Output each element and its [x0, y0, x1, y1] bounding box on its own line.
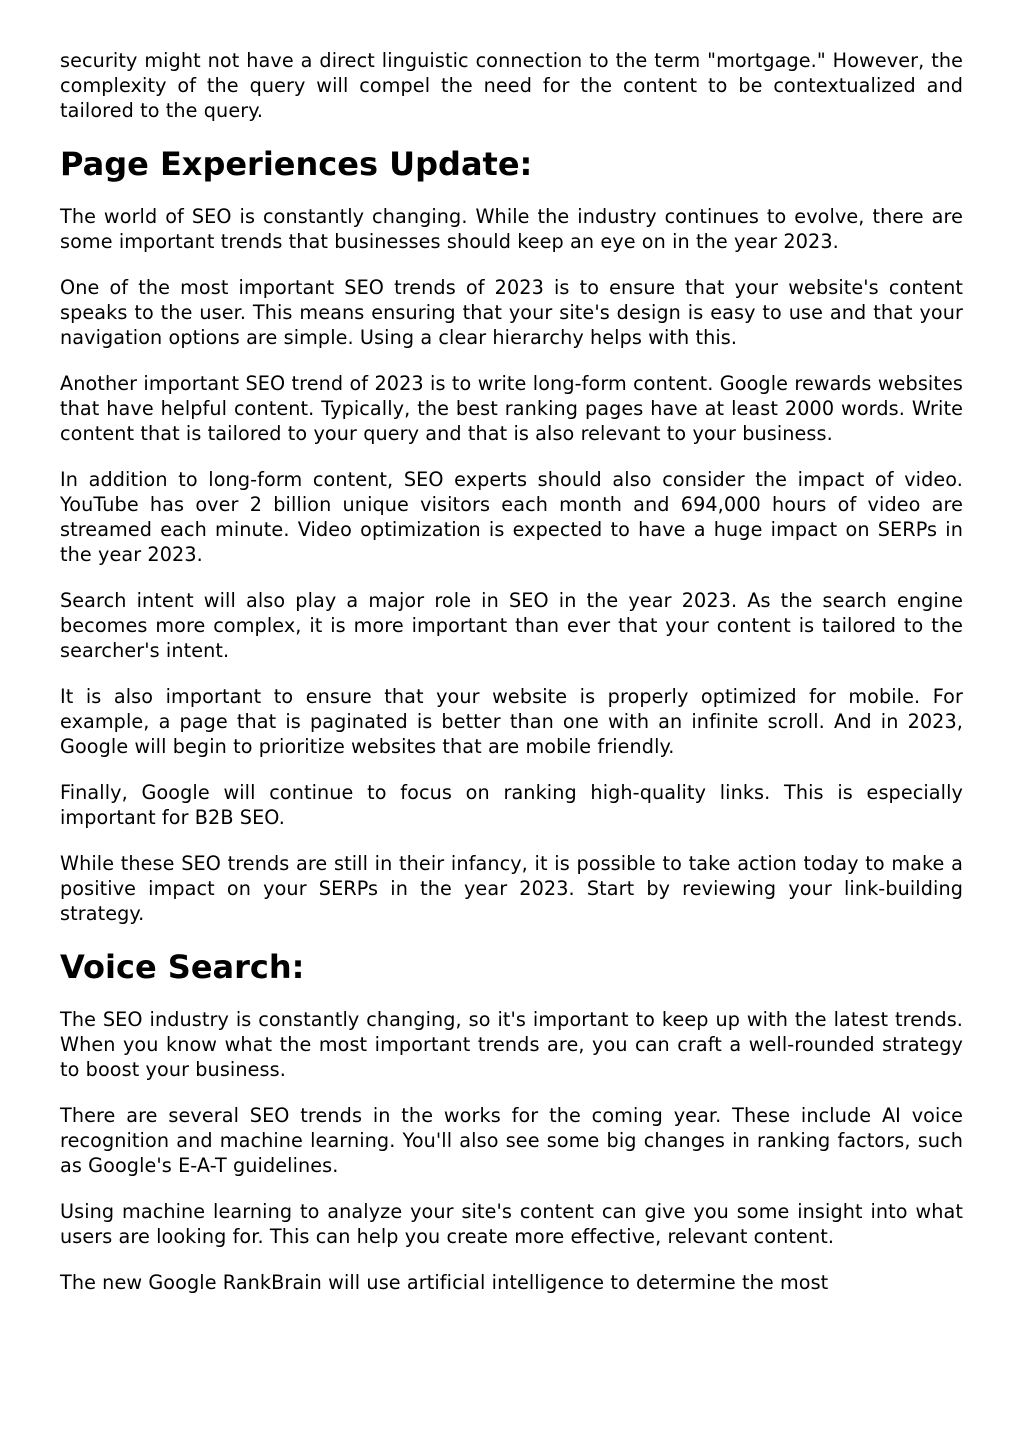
- heading-page-experiences-update: Page Experiences Update:: [60, 145, 533, 183]
- paragraph-take-action: While these SEO trends are still in their infancy, it is possible to take action today to make a positive impact on your SERPs in the year 2023. Start by reviewing your link-building strategy.: [60, 852, 963, 925]
- paragraph-rankbrain: The new Google RankBrain will use artificial intelligence to determine the most: [60, 1271, 829, 1294]
- paragraph-intro-continued: security might not have a direct linguistic connection to the term "mortgage." However, the complexity of the query will compel the need for the content to be contextualized and tailored to the query.: [60, 49, 963, 122]
- heading-voice-search: Voice Search:: [60, 948, 305, 986]
- paragraph-ai-voice: There are several SEO trends in the works for the coming year. These include AI voice recognition and machine learning. You'll also see some big changes in ranking factors, such as Google's E-A-T guidelines.: [60, 1104, 963, 1177]
- paragraph-content-speaks: One of the most important SEO trends of 2023 is to ensure that your website's content speaks to the user. This means ensuring that your site's design is easy to use and that your navigation options are simple. Using a clear hierarchy helps with this.: [60, 276, 963, 349]
- paragraph-links: Finally, Google will continue to focus on ranking high-quality links. This is especially important for B2B SEO.: [60, 781, 963, 829]
- paragraph-video: In addition to long-form content, SEO experts should also consider the impact of video. YouTube has over 2 billion unique visitors each month and 694,000 hours of video are streamed each minute. Video optimization is expected to have a huge impact on SERPs in the year 2023.: [60, 468, 963, 566]
- paragraph-seo-changing: The world of SEO is constantly changing. While the industry continues to evolve, there are some important trends that businesses should keep an eye on in the year 2023.: [60, 205, 963, 253]
- paragraph-search-intent: Search intent will also play a major role in SEO in the year 2023. As the search engine becomes more complex, it is more important than ever that your content is tailored to the searcher's intent.: [60, 589, 963, 662]
- paragraph-keep-up: The SEO industry is constantly changing, so it's important to keep up with the latest trends. When you know what the most important trends are, you can craft a well-rounded strategy to boost your business.: [60, 1008, 963, 1081]
- paragraph-machine-learning: Using machine learning to analyze your site's content can give you some insight into what users are looking for. This can help you create more effective, relevant content.: [60, 1200, 963, 1248]
- paragraph-mobile: It is also important to ensure that your website is properly optimized for mobile. For example, a page that is paginated is better than one with an infinite scroll. And in 2023, Google will begin to prioritize websites that are mobile friendly.: [60, 685, 963, 758]
- document-page: [60, 48, 963, 1316]
- paragraph-long-form: Another important SEO trend of 2023 is to write long-form content. Google rewards websites that have helpful content. Typically, the best ranking pages have at least 2000 words. Write content that is tailored to your query and that is also relevant to your business.: [60, 372, 963, 445]
